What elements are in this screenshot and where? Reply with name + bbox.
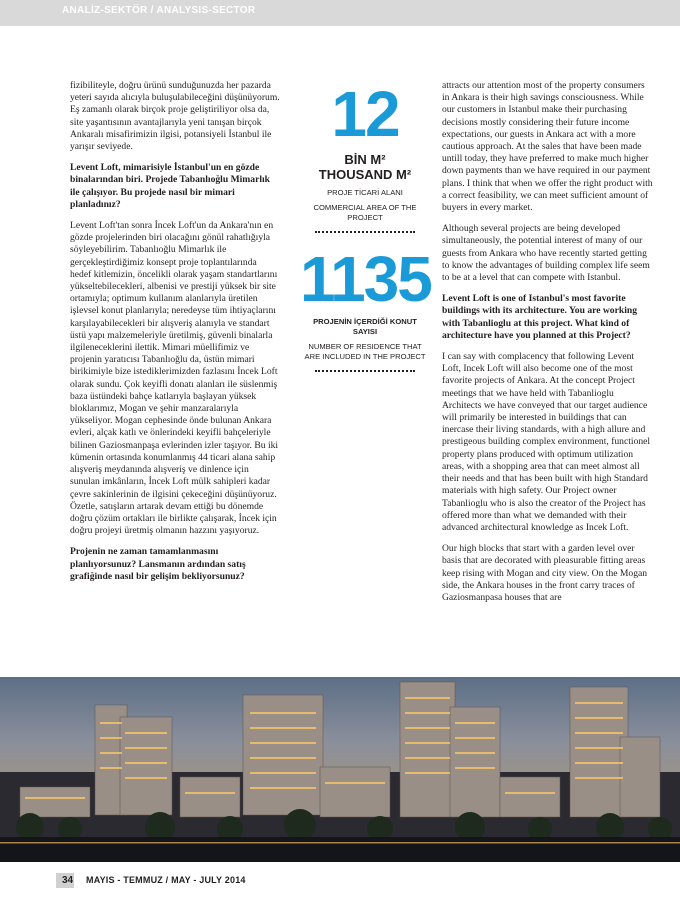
body-paragraph: I can say with complacency that following Levent Loft, Incek Loft will also become one of the most favorite projects of Ankara. At the concept Project meetings that we have held with Tabanlioglu Architects we have conveyed that our target audience will primarily be interested in buildings that can inercase their living standards, with a high allure and prestigeous building complex environment, functionel property plans produced with optimum utilization areas, with a shopping area that can meet almost all their needs and that has been built with high Standard materials with high safety. Our Project owner Tabanlioglu who is also the creator of the Project has offered more than what we demanded with their advanced architectural knowledge as Incek Loft. bbox=[442, 351, 651, 533]
stat-residence-count-number: 1135 bbox=[300, 243, 431, 315]
paragraph-gap bbox=[442, 534, 654, 543]
city-skyline-illustration bbox=[0, 677, 680, 862]
paragraph-gap bbox=[70, 153, 280, 162]
paragraph-gap bbox=[70, 537, 280, 546]
paragraph-gap bbox=[442, 284, 654, 293]
body-paragraph: Our high blocks that start with a garden level over basis that are decorated with pleasurable fitting areas keep rising with Mogan and city view. On the Mogan side, the Ankara houses in the front carry traces of Gaziosmanpasa houses that are bbox=[442, 543, 648, 603]
stat-residence-count-label-en: NUMBER OF RESIDENCE THAT ARE INCLUDED IN THE PROJECT bbox=[304, 342, 426, 361]
body-paragraph: Although several projects are being developed simultaneously, the potential interest of many of our guests from Ankara who have recently started getting to know the advantages of building complex life seem to be at a level that can compete with Istanbul. bbox=[442, 223, 650, 284]
stats-sidebar bbox=[300, 78, 431, 372]
stat-residence-count-label-tr: PROJENİN İÇERDİĞİ KONUT SAYISI bbox=[313, 317, 417, 336]
section-header-bar bbox=[0, 0, 680, 26]
interview-question: Levent Loft is one of Istanbul's most favorite buildings with its architecture. You are working with Tabanlioglu at this project. What kind of architecture have you planned at this Project? bbox=[442, 293, 637, 341]
stat-commercial-area-unit-tr: BİN M² bbox=[344, 152, 386, 167]
dotted-divider bbox=[315, 231, 415, 233]
stat-commercial-area-label-en: COMMERCIAL AREA OF THE PROJECT bbox=[313, 203, 417, 222]
body-paragraph: Levent Loft'tan sonra İncek Loft'un da Ankara'nın en gözde projelerinden biri olacağını gönül rahatlığıyla söyleyebilirim. Tabanlıoğlu Mimarlık ile gerçekleştirdiğimiz konsept proje toplantılarında hedef kitlemizin, öncelikli olarak yaşam standartlarını yükseltebilecekleri, albenisi ve prestiji yüksek bir site ortamıyla; optimum kullanım alanlarıyla üretilen işlevsel konut planlarıyla; neredeyse tüm ihtiyaçlarını karşılayabilecekleri bir alışveriş alanıyla ve standart üstü yapı malzemeleriyle üretilmiş, güvenli binalarla ilgileneceklerini ilettik. Mimari müellifimiz ve projenin yaratıcısı Tabanlıoğlu da, üstün mimari birikimiyle bize istediklerimizden fazlasını İncek Loft olarak sundu. Çok keyifli donatı alanları ile süslenmiş baza üstündeki bahçe katlarıyla başlayan yüksek bloklarımız, Mogan ve şehir manzaralarıyla yükseliyor. Mogan cephesinde önde bulunan Ankara evleri, alçak katlı ve önlerindeki keyifli bahçeleriyle bilinen Gaziosmanpaşa evlerinden izler taşıyor. Bu iki kümenin ortasında konumlanmış 44 ticari alana sahip alışveriş meydanında alışveriş ve dinlence için sunulan imkânların, İncek Loft mülk sahipleri kadar çevre sakinlerinin de ilgisini çekeceğini düşünüyoruz. Özetle, satışların artarak devam ettiği bu dönemde doğru çözüm ortakları ile birlikte çalışarak, İncek için doğru projeyi üretmiş olmanın hazzını yaşıyoruz. bbox=[70, 220, 279, 537]
stat-commercial-area-unit-en: THOUSAND M² bbox=[318, 167, 412, 182]
stat-commercial-area-label-tr: PROJE TİCARİ ALANI bbox=[327, 188, 403, 197]
page-footer bbox=[0, 870, 680, 892]
interview-question: Projenin ne zaman tamamlanmasını planlıyorsunuz? Lansmanın ardından satış grafiğinde nasıl bir gelişim bekliyorsunuz? bbox=[70, 546, 246, 582]
section-label: ANALİZ-SEKTÖR / ANALYSIS-SECTOR bbox=[62, 5, 256, 16]
stat-commercial-area-number: 12 bbox=[331, 78, 399, 150]
body-paragraph: fizibiliteyle, doğru ürünü sunduğunuzda her pazarda yeteri sayıda alıcıyla buluşulabileceğini düşünüyorum. Eş zamanlı olarak birçok proje geliştiriliyor olsa da, site yaşantısının avantajlarıyla yeni tanışan birçok Ankaralı misafirimizin ilgisi, potansiyeli İstanbul ile yarışır seviyede. bbox=[70, 80, 280, 153]
page-number: 34 bbox=[62, 875, 74, 886]
right-text-column bbox=[442, 80, 654, 604]
interview-question: Levent Loft, mimarisiyle İstanbul'un en gözde binalarından biri. Projede Tabanlıoğlu Mimarlık ile çalışıyor. Bu projede nasıl bir mimari planladınız? bbox=[70, 162, 270, 210]
body-paragraph: attracts our attention most of the property consumers in Ankara is their high savings consciousness. While our customers in Istanbul make their purchasing decisions mostly considering their future income expectations, our guests in Ankara act with a more cautious approach. At the sales that have been made untill today, they have preferred to make much higher down payments than we have required in our payment plans. I think that when we offer the right product with a correct feasibility, we can meet sufficient amount of buyers in every market. bbox=[442, 80, 653, 214]
left-text-column bbox=[70, 80, 280, 583]
dotted-divider-bottom bbox=[315, 370, 415, 372]
building-render-photo bbox=[0, 677, 680, 862]
paragraph-gap bbox=[70, 211, 280, 220]
paragraph-gap bbox=[442, 214, 654, 223]
paragraph-gap bbox=[442, 342, 654, 351]
issue-date: MAYIS - TEMMUZ / MAY - JULY 2014 bbox=[86, 875, 246, 885]
